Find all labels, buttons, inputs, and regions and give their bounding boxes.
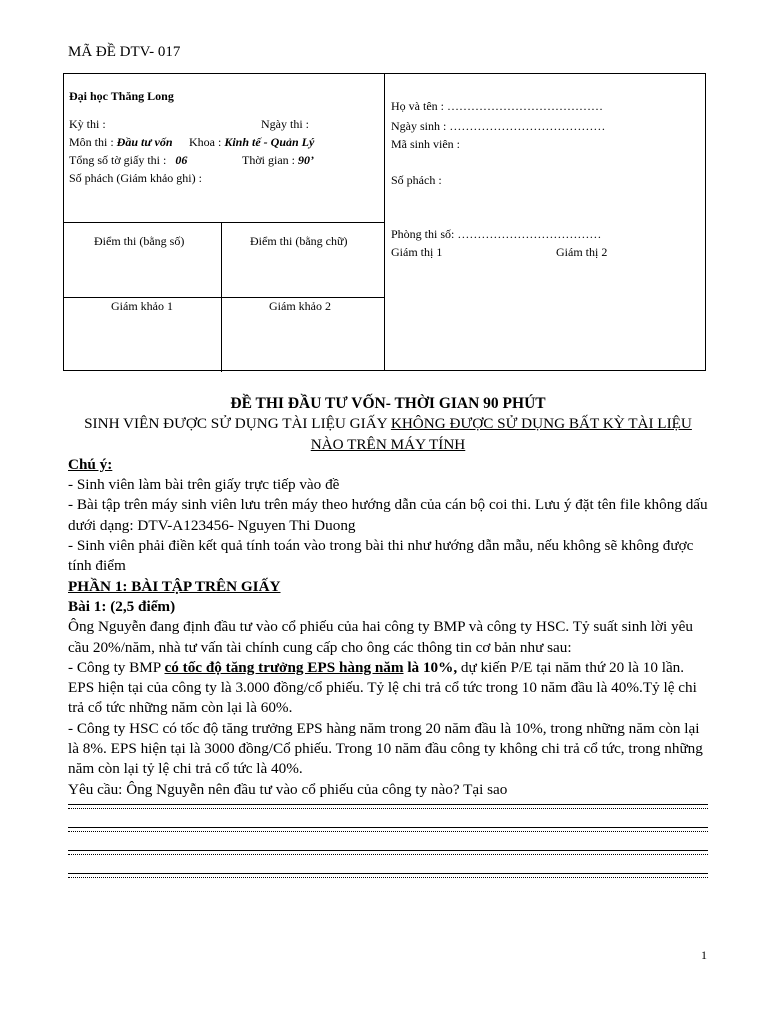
- ho-ten-field: Họ và tên : …………………………………: [391, 99, 603, 113]
- giam-khao-2-label: Giám khảo 2: [269, 299, 331, 313]
- answer-line[interactable]: [68, 855, 708, 878]
- so-phach-field: Số phách :: [391, 173, 442, 187]
- exam-subtitle: [68, 414, 708, 455]
- page-number: 1: [701, 948, 707, 962]
- answer-line[interactable]: [68, 786, 708, 809]
- exam-body: [68, 394, 708, 878]
- ma-sinh-vien-field: Mã sinh viên :: [391, 137, 460, 151]
- divider: [384, 74, 385, 370]
- khoa-value: Kinh tế - Quản Lý: [224, 135, 315, 149]
- university-name: Đại học Thăng Long: [69, 89, 174, 103]
- mon-thi-row: [69, 135, 173, 150]
- diem-bang-chu-label: Điểm thi (bằng chữ): [250, 234, 348, 248]
- note-item: - Sinh viên làm bài trên giấy trực tiếp vào đề: [68, 476, 340, 494]
- mon-thi-value: Đầu tư vốn: [116, 135, 173, 149]
- khoa-row: [189, 135, 314, 150]
- ky-thi-label: Kỳ thi :: [69, 117, 106, 131]
- giam-thi-1-label: Giám thị 1: [391, 245, 443, 259]
- bmp-b: có tốc độ tăng trưởng EPS hàng năm: [164, 658, 404, 676]
- exercise-intro: Ông Nguyễn đang định đầu tư vào cổ phiếu của hai công ty BMP và công ty HSC. Tỷ suất sinh lời yêu cầu 20%/năm, nhà tư vấn tài chính cung cấp cho ông các thông tin cơ bản như sau:: [68, 618, 693, 656]
- answer-line[interactable]: [68, 832, 708, 855]
- bmp-c: là 10%,: [403, 658, 458, 676]
- note-heading: Chú ý:: [68, 455, 113, 473]
- hsc-info: - Công ty HSC có tốc độ tăng trưởng EPS hàng năm trong 20 năm đầu là 10%, trong những năm còn lại là 8%. EPS hiện tại là 3000 đồng/Cổ phiếu. Trong 10 năm đầu công ty không chi trả cổ tức, trong những năm còn lại tỷ lệ chi trả cổ tức là 40%.: [68, 719, 703, 778]
- ngay-sinh-field: Ngày sinh : …………………………………: [391, 119, 606, 133]
- ngay-thi-label: Ngày thi :: [261, 117, 309, 131]
- so-phach-giam-khao-label: Số phách (Giám khảo ghi) :: [69, 171, 202, 185]
- note-item: - Sinh viên phải điền kết quả tính toán vào trong bài thi như hướng dẫn mẫu, nếu không sẽ không được tính điểm: [68, 537, 694, 575]
- tong-so-value: 06: [175, 153, 188, 167]
- mon-thi-label: Môn thi :: [69, 135, 114, 149]
- bmp-d: dự kiến P/E tại năm thứ 20 là 10 lần. EPS hiện tại của công ty là 3.000 đồng/cổ phiếu. Tỷ lệ chi trả cổ tức trong 10 năm đầu là 40%.Tỷ lệ chi trả cổ tức những năm còn lại là 60%.: [68, 658, 697, 717]
- note-item: - Bài tập trên máy sinh viên lưu trên máy theo hướng dẫn của cán bộ coi thi. Lưu ý đặt tên file không dấu dưới dạng: DTV-A123456- Nguyen Thi Duong: [68, 496, 708, 534]
- tong-so-label: Tổng số tờ giấy thi :: [69, 153, 167, 167]
- bmp-a: - Công ty BMP: [68, 658, 165, 676]
- exam-title: ĐỀ THI ĐẦU TƯ VỐN- THỜI GIAN 90 PHÚT: [230, 395, 546, 412]
- requirement: Yêu cầu: Ông Nguyễn nên đầu tư vào cổ phiếu của công ty nào? Tại sao: [68, 780, 508, 798]
- divider: [64, 222, 384, 223]
- divider: [64, 297, 384, 298]
- thoi-gian-label: Thời gian :: [242, 153, 296, 167]
- tong-so-row: [69, 153, 187, 168]
- giam-khao-1-label: Giám khảo 1: [111, 299, 173, 313]
- thoi-gian-row: [242, 153, 314, 168]
- part-heading: PHẦN 1: BÀI TẬP TRÊN GIẤY: [68, 577, 281, 595]
- bmp-info: [68, 658, 708, 719]
- exam-code: MÃ ĐỀ DTV- 017: [68, 44, 181, 60]
- divider: [221, 222, 222, 372]
- khoa-label: Khoa :: [189, 135, 222, 149]
- answer-line[interactable]: [68, 809, 708, 832]
- phong-thi-field: Phòng thi số: ………………………………: [391, 227, 602, 241]
- giam-thi-2-label: Giám thị 2: [556, 245, 608, 259]
- thoi-gian-value: 90’: [298, 153, 315, 167]
- diem-bang-so-label: Điểm thi (bằng số): [94, 234, 185, 248]
- header-box: [63, 73, 706, 371]
- exercise-heading: Bài 1: (2,5 điểm): [68, 597, 176, 615]
- subtitle-part1: SINH VIÊN ĐƯỢC SỬ DỤNG TÀI LIỆU GIẤY: [84, 415, 391, 433]
- subtitle-part2: KHÔNG ĐƯỢC SỬ DỤNG BẤT KỲ TÀI LIỆU NÀO TRÊN MÁY TÍNH: [310, 415, 692, 453]
